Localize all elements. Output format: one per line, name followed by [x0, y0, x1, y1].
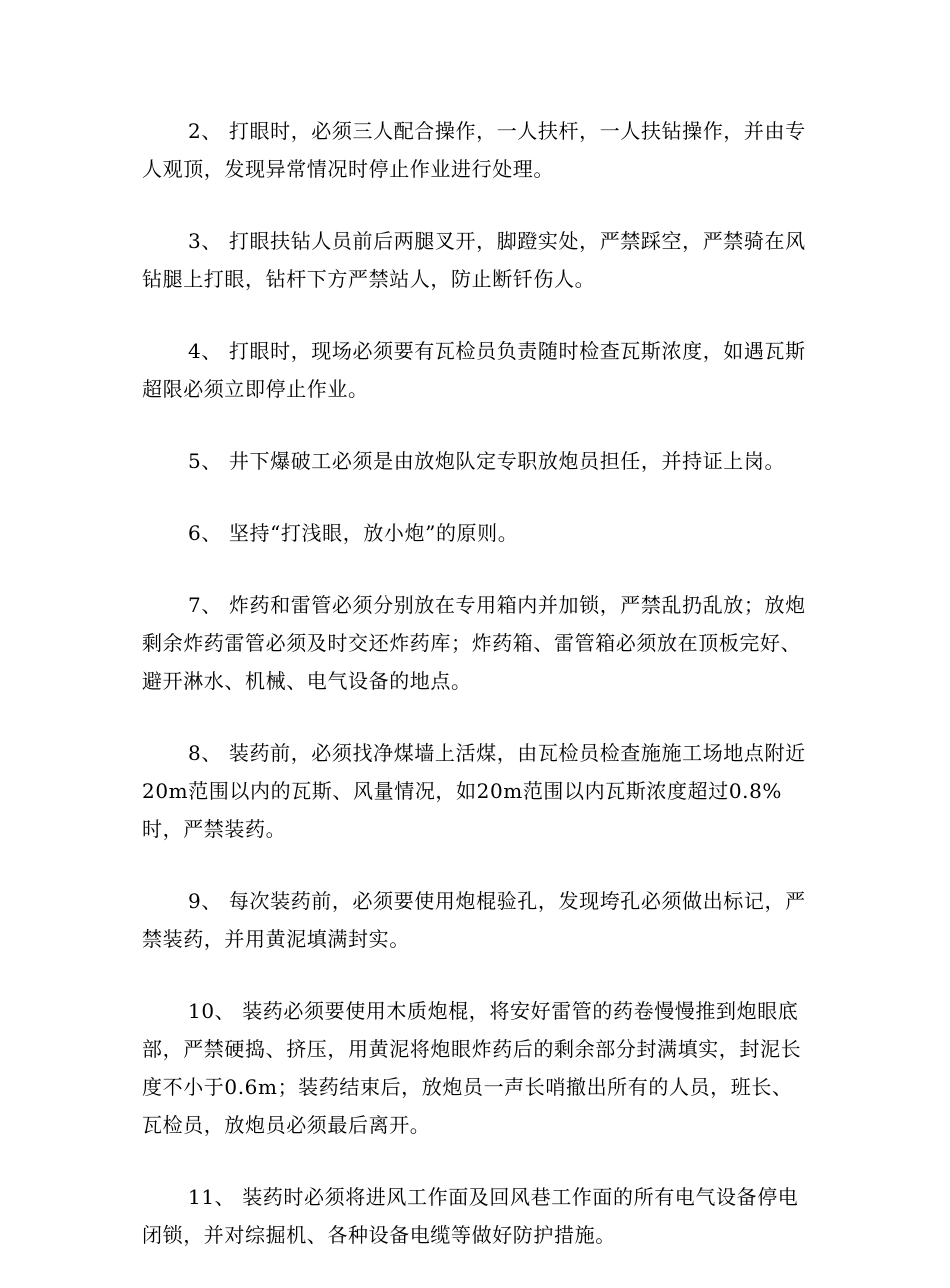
item-number: 6、 [188, 521, 222, 545]
list-item-3 [142, 222, 807, 298]
item-number: 9、 [188, 889, 222, 913]
item-text: 打眼时，必须三人配合操作，一人扶杆，一人扶钻操作，并由专人观顶，发现异常情况时停止作业进行处理。 [142, 119, 806, 181]
paragraph-7 [142, 586, 807, 700]
paragraph-8 [142, 734, 807, 848]
paragraph-6 [142, 514, 807, 552]
paragraph-11 [142, 1178, 807, 1254]
item-number: 4、 [188, 339, 222, 363]
list-item-4 [142, 332, 807, 408]
paragraph-5 [142, 442, 807, 480]
list-item-11 [142, 1178, 807, 1254]
item-number: 5、 [188, 449, 222, 473]
list-item-5 [142, 442, 807, 480]
list-item-7 [142, 586, 807, 700]
item-text: 每次装药前，必须要使用炮棍验孔，发现垮孔必须做出标记，严禁装药，并用黄泥填满封实。 [142, 889, 806, 951]
paragraph-4 [142, 332, 807, 408]
document-body [142, 112, 807, 1288]
list-item-8 [142, 734, 807, 848]
item-text: 打眼时，现场必须要有瓦检员负责随时检查瓦斯浓度，如遇瓦斯超限必须立即停止作业。 [142, 339, 806, 401]
item-text: 装药时必须将进风工作面及回风巷工作面的所有电气设备停电闭锁，并对综掘机、各种设备电缆等做好防护措施。 [142, 1185, 799, 1247]
paragraph-9 [142, 882, 807, 958]
item-number: 10、 [188, 999, 236, 1023]
item-number: 7、 [188, 593, 222, 617]
paragraph-2 [142, 112, 807, 188]
item-number: 11、 [188, 1185, 236, 1209]
item-text: 打眼扶钻人员前后两腿叉开，脚蹬实处，严禁踩空，严禁骑在风钻腿上打眼，钻杆下方严禁站人，防止断钎伤人。 [142, 229, 806, 291]
list-item-2 [142, 112, 807, 188]
item-text: 坚持“打浅眼，放小炮”的原则。 [221, 521, 519, 545]
item-text: 炸药和雷管必须分别放在专用箱内并加锁，严禁乱扔乱放；放炮剩余炸药雷管必须及时交还炸药库；炸药箱、雷管箱必须放在顶板完好、避开淋水、机械、电气设备的地点。 [142, 593, 806, 693]
item-number: 2、 [188, 119, 222, 143]
paragraph-3 [142, 222, 807, 298]
item-number: 8、 [188, 741, 222, 765]
item-number: 3、 [188, 229, 222, 253]
list-item-6 [142, 514, 807, 552]
item-text: 装药前，必须找净煤墙上活煤，由瓦检员检查施施工场地点附近20m范围以内的瓦斯、风量情况，如20m范围以内瓦斯浓度超过0.8%时，严禁装药。 [142, 741, 806, 841]
item-text: 装药必须要使用木质炮棍，将安好雷管的药卷慢慢推到炮眼底部，严禁硬捣、挤压，用黄泥将炮眼炸药后的剩余部分封满填实，封泥长度不小于0.6m；装药结束后，放炮员一声长哨撤出所有的人员，班长、瓦检员，放炮员必须最后离开。 [142, 999, 802, 1137]
list-item-9 [142, 882, 807, 958]
list-item-10 [142, 992, 807, 1144]
paragraph-10 [142, 992, 807, 1144]
item-text: 井下爆破工必须是由放炮队定专职放炮员担任，并持证上岗。 [221, 449, 786, 473]
